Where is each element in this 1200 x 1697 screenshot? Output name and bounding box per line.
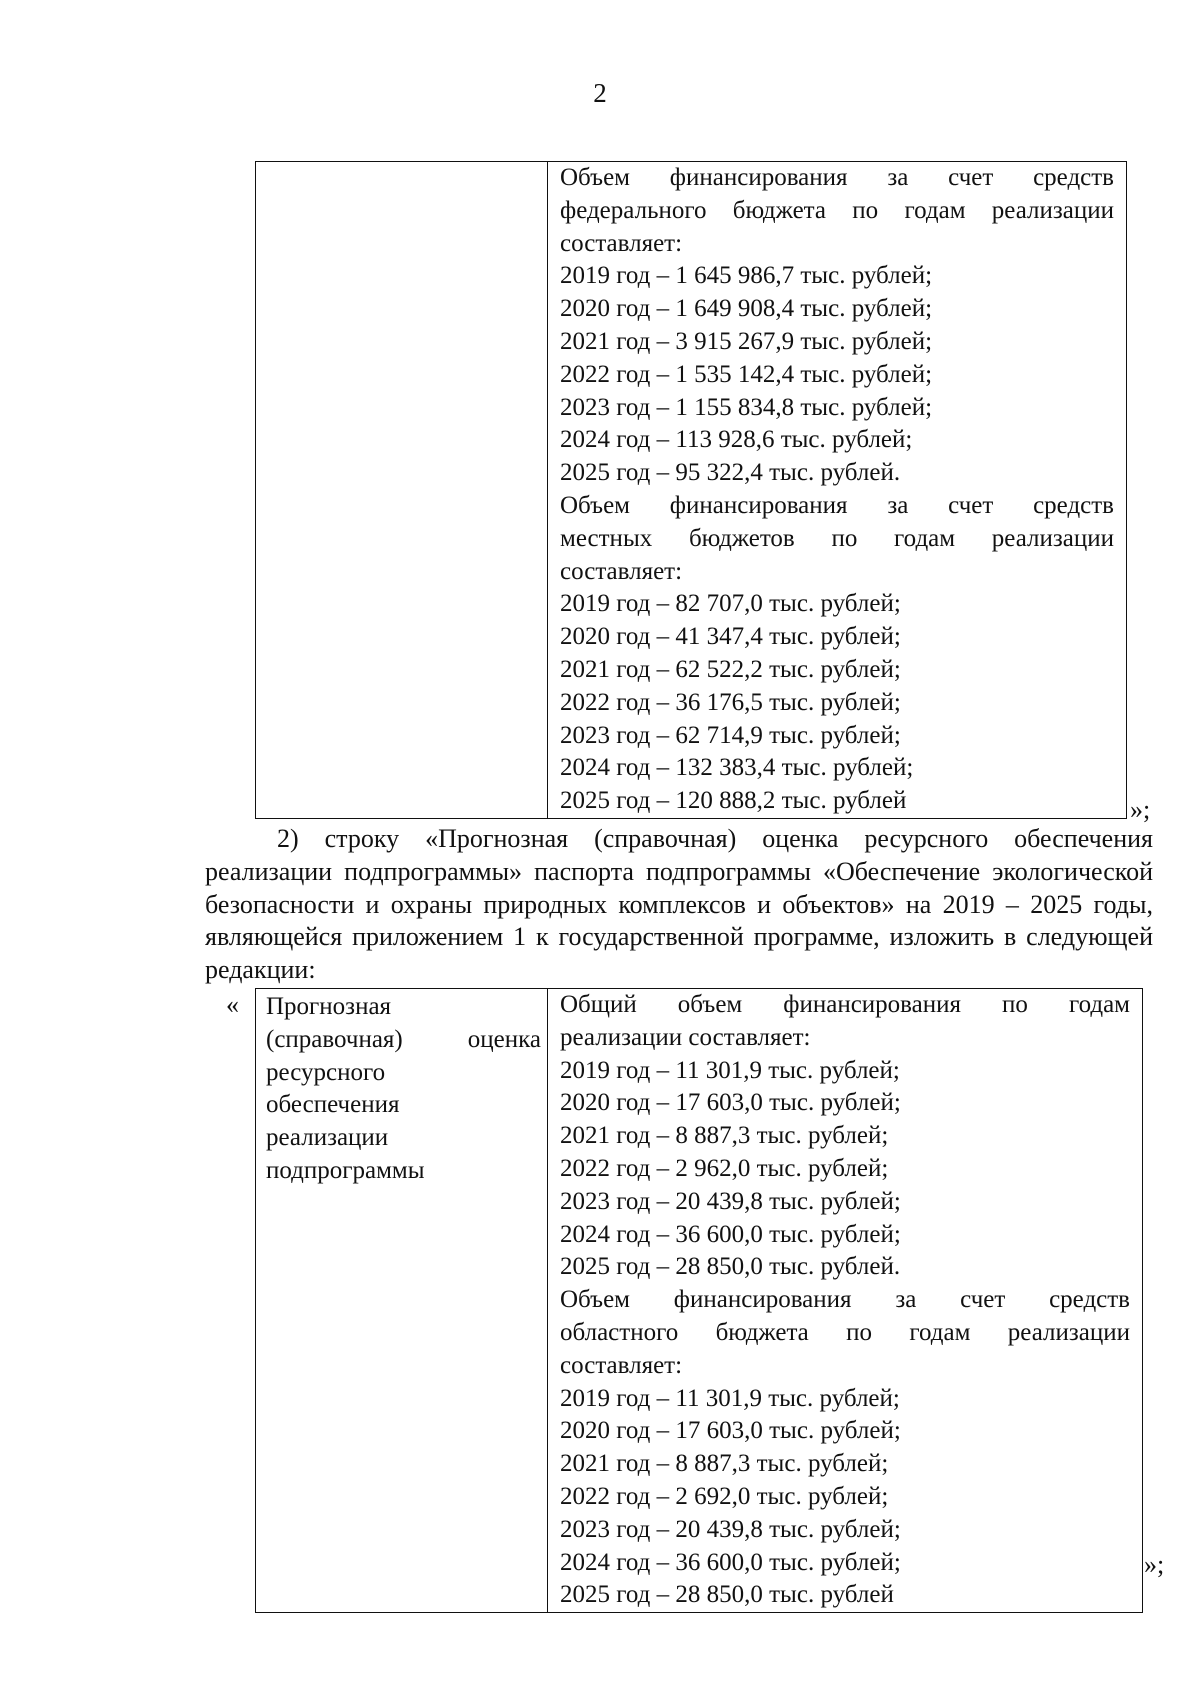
regional-intro-line: областного бюджета по годам реализации — [560, 1318, 1130, 1346]
local-year-line: 2021 год – 62 522,2 тыс. рублей; — [560, 655, 901, 683]
total-year-line: 2023 год – 20 439,8 тыс. рублей; — [560, 1187, 901, 1215]
federal-intro-line: федерального бюджета по годам реализации — [560, 196, 1114, 224]
federal-year-line: 2021 год – 3 915 267,9 тыс. рублей; — [560, 327, 933, 355]
financing-text-cell — [548, 162, 1127, 819]
regional-year-line: 2023 год – 20 439,8 тыс. рублей; — [560, 1515, 901, 1543]
federal-year-line: 2019 год – 1 645 986,7 тыс. рублей; — [560, 262, 933, 290]
local-year-line: 2022 год – 36 176,5 тыс. рублей; — [560, 688, 901, 716]
local-intro-line: составляет: — [560, 557, 683, 585]
local-year-line: 2024 год – 132 383,4 тыс. рублей; — [560, 754, 914, 782]
federal-year-line: 2025 год – 95 322,4 тыс. рублей. — [560, 459, 901, 487]
local-intro-line: Объем финансирования за счет средств — [560, 491, 1114, 519]
federal-intro-line: составляет: — [560, 229, 683, 257]
federal-year-line: 2023 год – 1 155 834,8 тыс. рублей; — [560, 393, 933, 421]
federal-intro-line: Объем финансирования за счет средств — [560, 164, 1114, 191]
resource-estimate-table — [255, 988, 1143, 1613]
regional-intro-line: Объем финансирования за счет средств — [560, 1286, 1130, 1314]
regional-year-line: 2024 год – 36 600,0 тыс. рублей; — [560, 1548, 901, 1576]
total-year-line: 2024 год – 36 600,0 тыс. рублей; — [560, 1220, 901, 1248]
total-year-line: 2022 год – 2 962,0 тыс. рублей; — [560, 1154, 889, 1182]
row-label-line: реализации — [266, 1124, 389, 1152]
row-label-cell — [256, 989, 548, 1613]
row-label-line: Прогнозная — [266, 993, 392, 1020]
total-intro-line: реализации составляет: — [560, 1023, 811, 1051]
federal-year-line: 2024 год – 113 928,6 тыс. рублей; — [560, 426, 913, 454]
regional-intro-line: составляет: — [560, 1351, 683, 1379]
table2-closing-quote: »; — [1144, 1550, 1165, 1579]
amendment-paragraph-text: 2) строку «Прогнозная (справочная) оценка ресурсного обеспечения реализации подпрограммы» паспорта подпрограммы «Обеспечение экологической безопасности и охраны природных комплексов и объектов» на 2019 – 2025 годы, являющейся приложением 1 к государственной программе, изложить в следующей редакции: — [205, 824, 1153, 985]
regional-year-line: 2021 год – 8 887,3 тыс. рублей; — [560, 1450, 889, 1478]
financing-table-continued — [255, 161, 1127, 819]
row-label-line: подпрограммы — [266, 1156, 425, 1184]
federal-year-line: 2022 год – 1 535 142,4 тыс. рублей; — [560, 360, 933, 388]
federal-year-line: 2020 год – 1 649 908,4 тыс. рублей; — [560, 295, 933, 323]
regional-year-line: 2022 год – 2 692,0 тыс. рублей; — [560, 1482, 889, 1510]
total-intro-line: Общий объем финансирования по годам — [560, 991, 1130, 1018]
table2-opening-quote: « — [226, 990, 239, 1019]
empty-label-cell — [256, 162, 548, 819]
local-year-line: 2019 год – 82 707,0 тыс. рублей; — [560, 590, 901, 618]
regional-year-line: 2020 год – 17 603,0 тыс. рублей; — [560, 1417, 901, 1445]
regional-year-line: 2025 год – 28 850,0 тыс. рублей — [560, 1581, 894, 1609]
financing-text-cell — [548, 989, 1143, 1613]
total-year-line: 2020 год – 17 603,0 тыс. рублей; — [560, 1089, 901, 1117]
total-year-line: 2021 год – 8 887,3 тыс. рублей; — [560, 1122, 889, 1150]
table1-closing-quote: »; — [1130, 795, 1151, 824]
local-year-line: 2023 год – 62 714,9 тыс. рублей; — [560, 721, 901, 749]
row-label-line: ресурсного — [266, 1058, 386, 1086]
local-year-line: 2020 год – 41 347,4 тыс. рублей; — [560, 623, 901, 651]
total-year-line: 2025 год – 28 850,0 тыс. рублей. — [560, 1253, 901, 1281]
total-year-line: 2019 год – 11 301,9 тыс. рублей; — [560, 1056, 900, 1084]
amendment-paragraph — [205, 823, 1153, 987]
row-label-line: (справочная) оценка — [266, 1025, 541, 1053]
local-intro-line: местных бюджетов по годам реализации — [560, 524, 1114, 552]
row-label-line: обеспечения — [266, 1091, 400, 1119]
local-year-line: 2025 год – 120 888,2 тыс. рублей — [560, 787, 907, 815]
regional-year-line: 2019 год – 11 301,9 тыс. рублей; — [560, 1384, 900, 1412]
page-number: 2 — [593, 78, 607, 108]
